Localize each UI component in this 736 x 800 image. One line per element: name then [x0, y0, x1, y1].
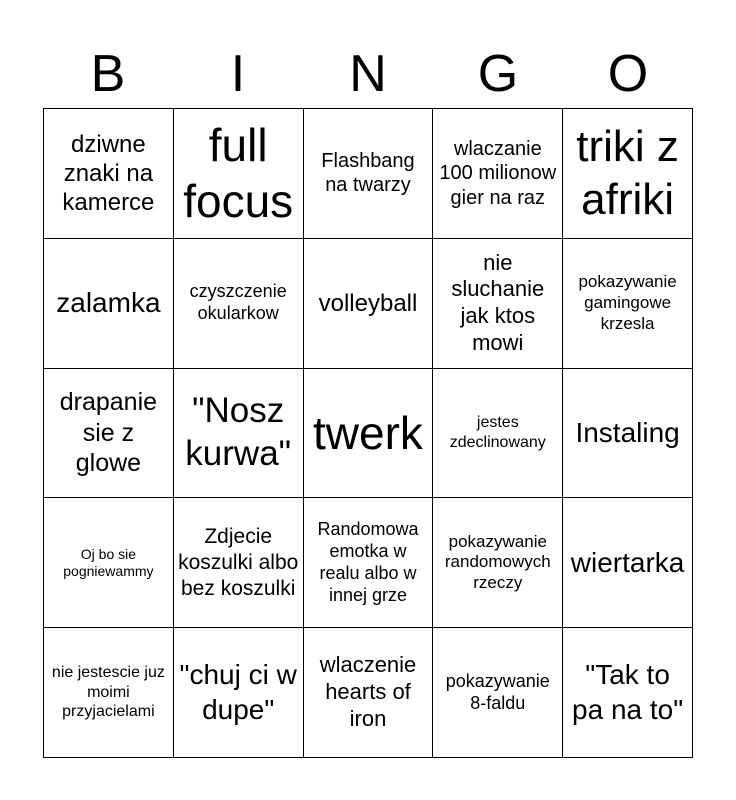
bingo-cell[interactable] [563, 369, 693, 499]
bingo-cell[interactable] [304, 498, 434, 628]
bingo-cell-text: Flashbang na twarzy [321, 150, 415, 197]
bingo-cell[interactable] [433, 628, 563, 758]
bingo-cell-text: "chuj ci w dupe" [179, 659, 297, 725]
bingo-cell-text: drapanie sie z glowe [59, 388, 158, 478]
bingo-cell-text: Instaling [575, 416, 680, 448]
bingo-cell-text: pokazywanie gamingowe krzesla [578, 272, 677, 333]
bingo-cell[interactable] [174, 628, 304, 758]
bingo-cell-text: "Tak to pa na to" [572, 659, 684, 725]
bingo-cell[interactable] [304, 628, 434, 758]
bingo-cell-text: jestes zdeclinowany [449, 414, 546, 451]
bingo-grid [43, 108, 693, 758]
bingo-cell-text: pokazywanie 8-faldu [445, 670, 550, 713]
bingo-cell[interactable] [563, 109, 693, 239]
bingo-cell[interactable] [304, 239, 434, 369]
bingo-cell[interactable] [44, 109, 174, 239]
bingo-cell-text: wlaczenie hearts of iron [319, 652, 417, 731]
bingo-cell-text: triki z afriki [576, 121, 679, 225]
bingo-cell-text: volleyball [318, 289, 418, 317]
bingo-cell[interactable] [44, 239, 174, 369]
bingo-cell[interactable] [304, 109, 434, 239]
bingo-cell[interactable] [433, 498, 563, 628]
bingo-cell[interactable] [433, 239, 563, 369]
bingo-header [43, 40, 693, 108]
bingo-cell-text: wiertarka [570, 546, 685, 578]
header-letter-g: G [477, 45, 519, 103]
bingo-cell[interactable] [433, 109, 563, 239]
bingo-cell[interactable] [174, 498, 304, 628]
bingo-cell-text: czyszczenie okularkow [189, 281, 287, 324]
header-letter-o: O [607, 45, 649, 103]
bingo-cell-text: zalamka [56, 287, 161, 319]
bingo-cell[interactable] [44, 498, 174, 628]
bingo-cell[interactable] [44, 628, 174, 758]
bingo-cell-text: nie jestescie juz moimi przyjacielami [51, 664, 165, 721]
bingo-cell-text: pokazywanie randomowych rzeczy [444, 531, 551, 593]
bingo-cell[interactable] [304, 369, 434, 499]
bingo-cell[interactable] [174, 109, 304, 239]
header-letter-i: I [230, 45, 246, 103]
bingo-cell-text: full focus [183, 119, 294, 228]
bingo-cell-text: wlaczanie 100 milionow gier na raz [439, 137, 557, 209]
bingo-cell[interactable] [563, 498, 693, 628]
bingo-cell-text: Zdjecie koszulki albo bez koszulki [178, 525, 299, 600]
bingo-cell[interactable] [563, 628, 693, 758]
bingo-cell[interactable] [433, 369, 563, 499]
bingo-cell-text: dziwne znaki na kamerce [62, 130, 155, 217]
header-letter-n: N [349, 45, 387, 103]
bingo-cell-text: "Nosz kurwa" [185, 391, 292, 473]
bingo-cell-text: Randomowa emotka w realu albo w innej grze [317, 518, 419, 605]
bingo-cell[interactable] [174, 239, 304, 369]
header-letter-b: B [90, 45, 126, 103]
bingo-cell[interactable] [563, 239, 693, 369]
bingo-cell-text: twerk [313, 406, 423, 459]
bingo-cell-text: Oj bo sie pogniewammy [63, 545, 154, 579]
bingo-cell[interactable] [44, 369, 174, 499]
bingo-cell-text: nie sluchanie jak ktos mowi [451, 249, 545, 356]
bingo-cell[interactable] [174, 369, 304, 499]
